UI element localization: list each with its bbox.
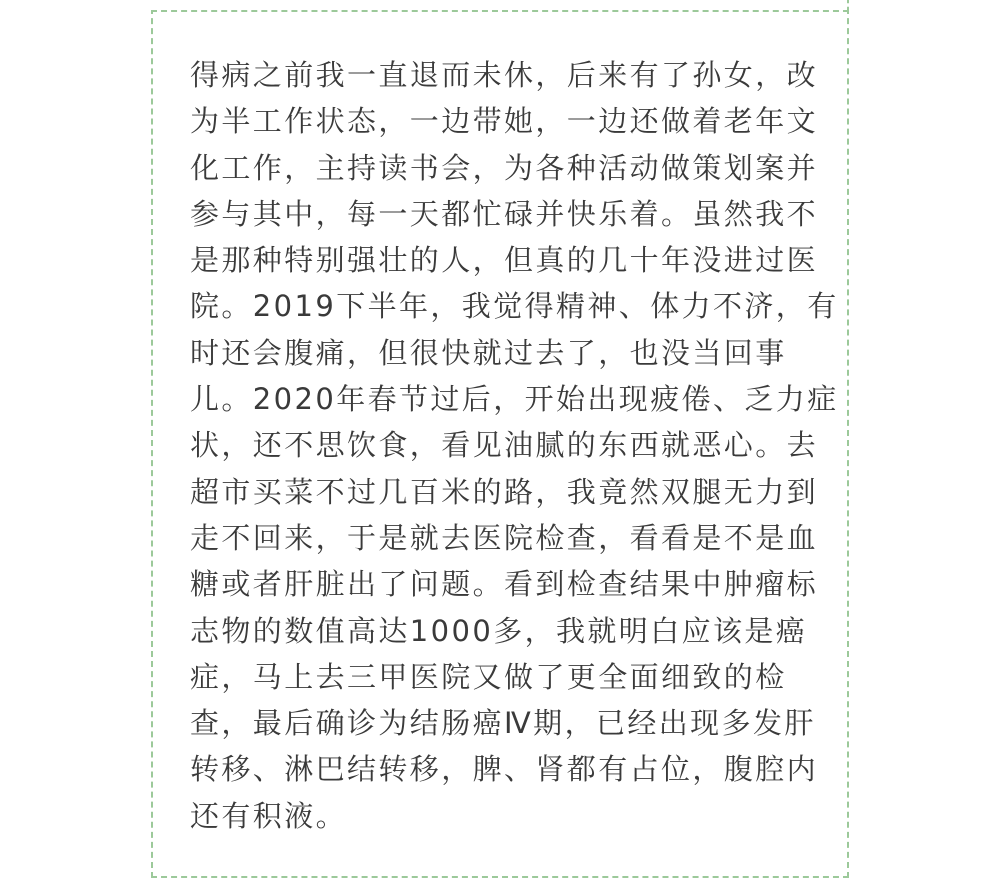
frame-corner-right: [847, 0, 849, 12]
frame-top-mask: [151, 0, 849, 10]
text-line: 院。2019下半年，我觉得精神、体力不济，有: [190, 289, 839, 324]
text-line: 为半工作状态，一边带她，一边还做着老年文: [190, 104, 819, 139]
text-line: 志物的数值高达1000多，我就明白应该是癌: [190, 613, 808, 648]
text-line: 得病之前我一直退而未休，后来有了孙女，改: [190, 58, 819, 92]
text-line: 状，还不思饮食，看见油腻的东西就恶心。去: [190, 428, 819, 463]
text-line: 参与其中，每一天都忙碌并快乐着。虽然我不: [190, 196, 819, 231]
text-line: 走不回来，于是就去医院检查，看看是不是血: [190, 520, 819, 555]
text-line: 转移、淋巴结转移，脾、肾都有占位，腹腔内: [190, 752, 819, 787]
text-line: 还有积液。: [190, 798, 348, 833]
text-line: 化工作，主持读书会，为各种活动做策划案并: [190, 150, 819, 185]
text-line: 儿。2020年春节过后，开始出现疲倦、乏力症: [190, 382, 839, 417]
text-line: 糖或者肝脏出了问题。看到检查结果中肿瘤标: [190, 567, 819, 602]
text-line: 症，马上去三甲医院又做了更全面细致的检: [190, 659, 787, 694]
text-line: 查，最后确诊为结肠癌Ⅳ期，已经出现多发肝: [190, 706, 816, 741]
text-line: 时还会腹痛，但很快就过去了，也没当回事: [190, 335, 787, 370]
article-body: [190, 52, 839, 839]
frame-top-border: [151, 10, 849, 12]
text-line: 超市买菜不过几百米的路，我竟然双腿无力到: [190, 474, 819, 509]
text-line: 是那种特别强壮的人，但真的几十年没进过医: [190, 243, 819, 278]
